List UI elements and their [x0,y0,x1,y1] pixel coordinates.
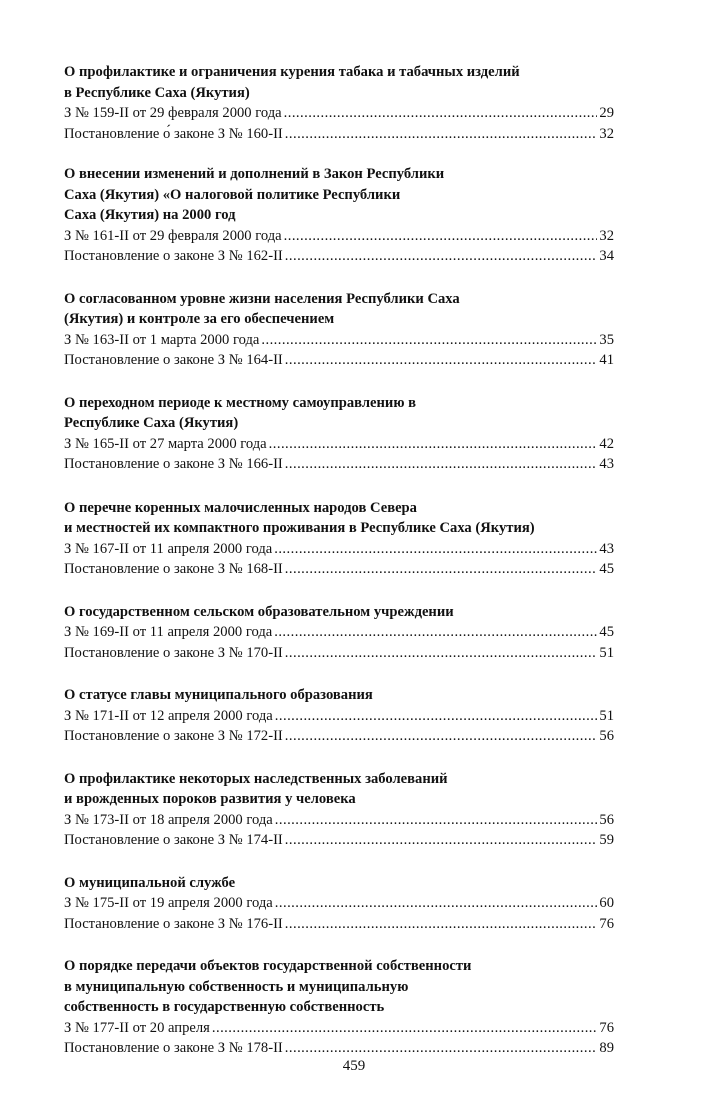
section-title-line: О согласованном уровне жизни населения Республики Саха [64,290,460,307]
leader-dots [274,539,597,560]
section-title-line: О профилактике некоторых наследственных заболеваний [64,770,448,787]
leader-dots [275,706,598,727]
entry-label: Постановление о законе З № 170-II [64,644,283,661]
entry-label: З № 177-II от 20 апреля [64,1019,210,1036]
entry-page: 56 [599,728,614,744]
entry-label: З № 171-II от 12 апреля 2000 года [64,707,273,724]
toc-entry [64,706,614,727]
leader-dots [285,350,598,371]
toc-entry [64,643,614,664]
section-title-line: О государственном сельском образовательном учреждении [64,603,454,620]
section-title-line: собственность в государственную собственность [64,999,385,1015]
entry-label: З № 175-II от 19 апреля 2000 года [64,895,273,911]
section-title-line: и врожденных пороков развития у человека [64,791,356,807]
entry-label: Постановление о законе З № 164-II [64,352,283,368]
leader-dots [275,810,598,831]
toc-entry [64,539,614,560]
entry-page: 32 [599,227,614,244]
entry-label: Постановление о законе З № 172-II [64,728,283,744]
toc-entry [64,1038,614,1059]
section-title-line: О переходном периоде к местному самоуправлению в [64,394,417,411]
entry-page: 51 [599,707,614,724]
section-title-line: О порядке передачи объектов государственной собственности [64,958,472,974]
entry-label: Постановление о законе З № 162-II [64,248,283,264]
leader-dots [285,559,598,580]
entry-page: 76 [599,915,614,932]
leader-dots [284,226,598,247]
section-title-line: (Якутия) и контроле за его обеспечением [64,311,335,327]
leader-dots [285,643,598,664]
section-title-line: О муниципальной службе [64,874,236,891]
toc-entry [64,124,614,145]
entry-page: 43 [599,540,614,557]
leader-dots [274,622,597,643]
toc-entry [64,454,614,475]
leader-dots [285,246,598,267]
toc-entry [64,226,614,247]
toc-section [64,769,614,851]
toc-section [64,602,614,664]
section-title-line: в Республике Саха (Якутия) [64,84,250,101]
toc-entry [64,559,614,580]
toc-section [64,873,614,935]
toc-section [64,956,614,1059]
toc-entry [64,1018,614,1039]
leader-dots [212,1018,598,1039]
entry-page: 89 [599,1040,614,1056]
entry-page: 41 [599,352,614,368]
leader-dots [275,893,598,914]
entry-label: З № 167-II от 11 апреля 2000 года [64,540,273,557]
entry-page: 76 [599,1019,614,1036]
entry-label: З № 159-II от 29 февраля 2000 года [64,105,282,121]
entry-label: Постановление о законе З № 174-II [64,832,283,848]
toc-entry [64,246,614,267]
toc-entry [64,622,614,643]
entry-label: З № 165-II от 27 марта 2000 года [64,435,267,452]
leader-dots [285,124,598,145]
section-title-line: О перечне коренных малочисленных народов Севера [64,499,417,516]
section-title-line: О статусе главы муниципального образования [64,687,373,703]
toc-section [64,62,614,144]
toc-section [64,289,614,371]
section-title-line: и местностей их компактного проживания в Республике Саха (Якутия) [64,520,535,536]
page-number: 459 [342,1058,366,1074]
entry-label: Постановление о законе З № 166-II [64,456,283,472]
leader-dots [285,914,598,935]
entry-label: З № 173-II от 18 апреля 2000 года [64,811,273,828]
entry-label: Постановление о законе З № 168-II [64,561,283,577]
entry-label: Постановление о́ законе З № 160-II [64,125,283,142]
entry-page: 29 [599,105,614,121]
leader-dots [285,1038,598,1059]
entry-page: 45 [599,561,614,577]
entry-page: 43 [599,456,614,472]
entry-page: 59 [599,832,614,848]
leader-dots [285,726,598,747]
leader-dots [269,434,598,455]
entry-label: З № 161-II от 29 февраля 2000 года [64,227,282,244]
entry-page: 32 [599,125,614,142]
leader-dots [284,103,598,124]
toc-entry [64,330,614,351]
entry-page: 42 [599,435,614,452]
toc-entry [64,893,614,914]
toc-section [64,498,614,580]
section-title-line: Саха (Якутия) «О налоговой политике Республики [64,186,401,203]
section-title-line: Республике Саха (Якутия) [64,415,239,431]
entry-page: 45 [599,624,614,640]
entry-page: 34 [599,248,614,264]
entry-page: 60 [599,895,614,911]
leader-dots [285,454,598,475]
toc-entry [64,810,614,831]
table-of-contents [64,62,614,1059]
toc-entry [64,726,614,747]
toc-section [64,164,614,267]
entry-label: Постановление о законе З № 178-II [64,1040,283,1056]
toc-entry [64,914,614,935]
section-title-line: О внесении изменений и дополнений в Закон Республики [64,166,445,182]
toc-entry [64,103,614,124]
section-title-line: в муниципальную собственность и муниципальную [64,978,409,995]
leader-dots [285,830,598,851]
entry-page: 56 [599,811,614,828]
entry-page: 35 [599,331,614,348]
section-title-line: Саха (Якутия) на 2000 год [64,207,236,223]
toc-section [64,393,614,475]
entry-label: З № 169-II от 11 апреля 2000 года [64,624,273,640]
entry-label: Постановление о законе З № 176-II [64,915,283,932]
entry-label: З № 163-II от 1 марта 2000 года [64,331,260,348]
toc-entry [64,830,614,851]
toc-section [64,685,614,747]
entry-page: 51 [599,644,614,661]
toc-entry [64,434,614,455]
toc-entry [64,350,614,371]
leader-dots [261,330,597,351]
section-title-line: О профилактике и ограничения курения табака и табачных изделий [64,64,520,80]
